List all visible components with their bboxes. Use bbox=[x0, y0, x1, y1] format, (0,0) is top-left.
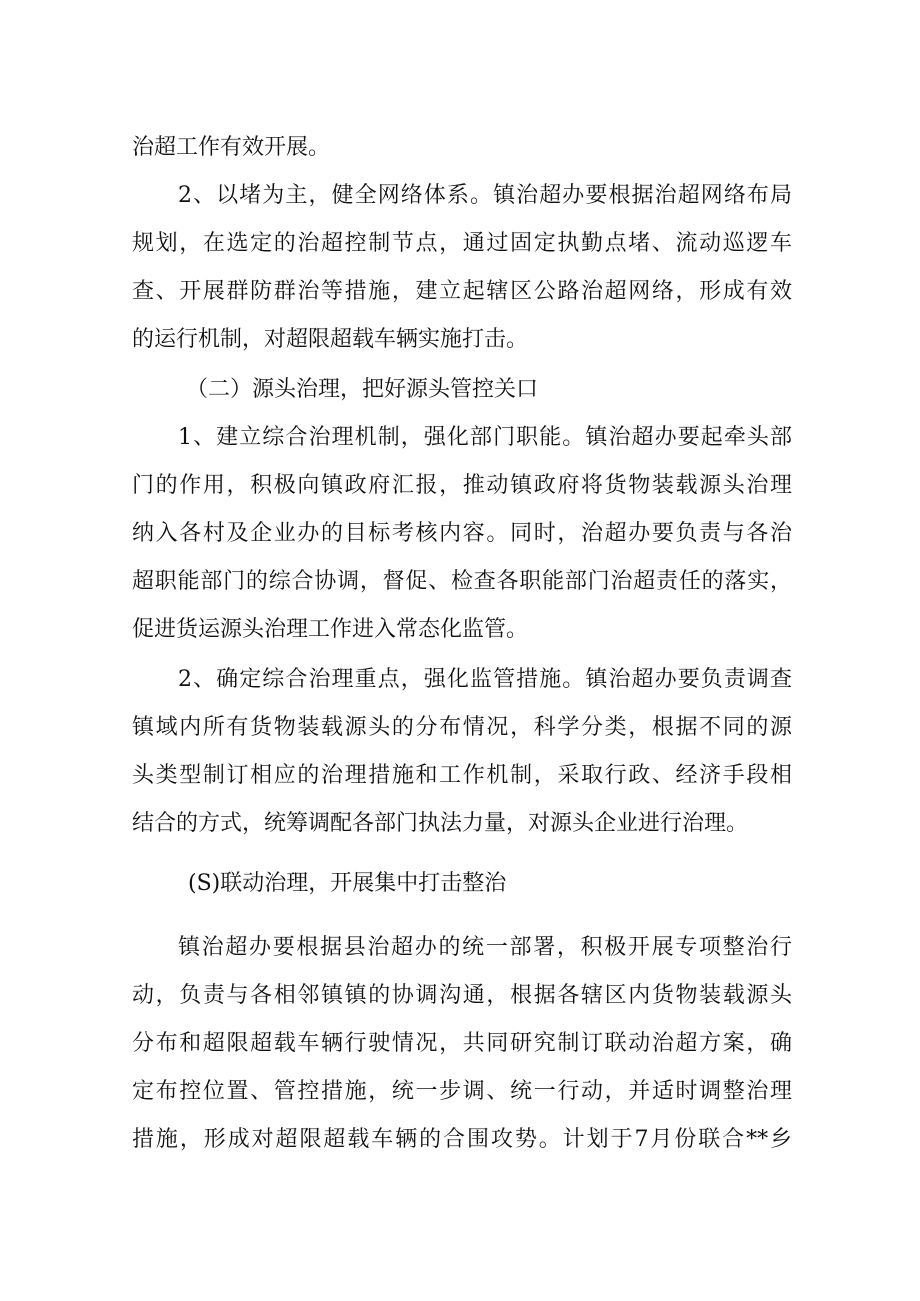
paragraph-line: 超职能部门的综合协调，督促、检查各职能部门治超责任的落实， bbox=[132, 569, 792, 594]
paragraph-line: 纳入各村及企业办的目标考核内容。同时，治超办要负责与各治 bbox=[132, 521, 792, 546]
section-heading: （二）源头治理，把好源头管控关口 bbox=[186, 377, 539, 402]
paragraph-line: 镇域内所有货物装载源头的分布情况，科学分类，根据不同的源 bbox=[132, 715, 792, 740]
paragraph-line: 2、确定综合治理重点，强化监管措施。镇治超办要负责调查 bbox=[178, 667, 792, 692]
section-heading: (S)联动治理，开展集中打击整治 bbox=[188, 871, 507, 896]
paragraph-line: 查、开展群防群治等措施，建立起辖区公路治超网络，形成有效 bbox=[132, 279, 792, 304]
paragraph-line: 头类型制订相应的治理措施和工作机制，采取行政、经济手段相 bbox=[132, 763, 792, 788]
paragraph-line: 1、建立综合治理机制，强化部门职能。镇治超办要起牵头部 bbox=[178, 425, 792, 450]
paragraph-line: 的运行机制，对超限超载车辆实施打击。 bbox=[132, 327, 529, 352]
paragraph-line: 镇治超办要根据县治超办的统一部署，积极开展专项整治行 bbox=[178, 935, 792, 960]
paragraph-line: 措施，形成对超限超载车辆的合围攻势。计划于7月份联合**乡 bbox=[132, 1127, 792, 1152]
paragraph-line: 分布和超限超载车辆行驶情况，共同研究制订联动治超方案，确 bbox=[132, 1031, 792, 1056]
paragraph-line: 规划，在选定的治超控制节点，通过固定执勤点堵、流动巡逻车 bbox=[132, 231, 792, 256]
paragraph-line: 动，负责与各相邻镇镇的协调沟通，根据各辖区内货物装载源头 bbox=[132, 983, 792, 1008]
paragraph-line: 定布控位置、管控措施，统一步调、统一行动，并适时调整治理 bbox=[132, 1079, 792, 1104]
paragraph-line: 结合的方式，统筹调配各部门执法力量，对源头企业进行治理。 bbox=[132, 811, 749, 836]
paragraph-line: 门的作用，积极向镇政府汇报，推动镇政府将货物装载源头治理 bbox=[132, 473, 792, 498]
paragraph-line: 促进货运源头治理工作进入常态化监管。 bbox=[132, 617, 529, 642]
paragraph-line: 2、以堵为主，健全网络体系。镇治超办要根据治超网络布局 bbox=[178, 183, 792, 208]
paragraph-line: 治超工作有效开展。 bbox=[132, 135, 331, 160]
